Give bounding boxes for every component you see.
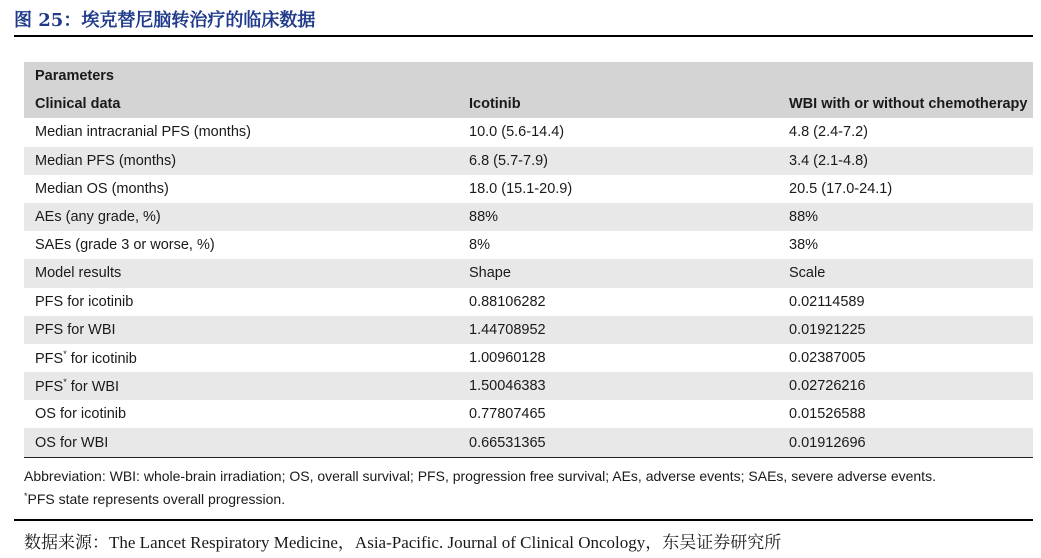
table-header-row-parameters	[24, 62, 1033, 90]
table-row	[24, 428, 1033, 456]
header-icotinib: Icotinib	[458, 90, 778, 118]
cell-icotinib: 88%	[458, 203, 778, 231]
cell-wbi: 0.02726216	[778, 372, 1033, 400]
cell-icotinib: 1.44708952	[458, 316, 778, 344]
table-row	[24, 372, 1033, 400]
row-label: Median OS (months)	[35, 180, 169, 197]
table-row	[24, 259, 1033, 287]
asterisk-mark: *	[63, 349, 67, 360]
row-label: SAEs (grade 3 or worse, %)	[35, 237, 215, 254]
cell-icotinib: 6.8 (5.7-7.9)	[458, 147, 778, 175]
table-header-row	[24, 90, 1033, 118]
row-label: OS for icotinib	[35, 406, 127, 423]
clinical-data-table	[24, 62, 1033, 458]
cell-wbi: 0.02387005	[789, 349, 866, 366]
cell-wbi: 3.4 (2.1-4.8)	[778, 147, 1033, 175]
cell-wbi: 88%	[778, 203, 1033, 231]
cell-wbi: 0.01526588	[789, 406, 866, 423]
cell-wbi: 38%	[789, 237, 819, 254]
table-row	[24, 231, 1033, 259]
cell-wbi: Scale	[778, 259, 1033, 287]
cell-icotinib: 8%	[469, 237, 490, 254]
cell-icotinib: 0.88106282	[469, 293, 546, 310]
row-label: PFS* for WBI	[24, 372, 458, 400]
cell-wbi: 20.5 (17.0-24.1)	[789, 180, 893, 197]
cell-wbi: 4.8 (2.4-7.2)	[789, 124, 868, 141]
table-row	[24, 118, 1033, 146]
cell-icotinib: 1.50046383	[458, 372, 778, 400]
row-label: AEs (any grade, %)	[24, 203, 458, 231]
row-label: Model results	[24, 259, 458, 287]
row-label: Median PFS (months)	[24, 147, 458, 175]
table-row	[24, 175, 1033, 203]
title-divider	[14, 35, 1033, 37]
table-bottom-rule	[24, 457, 1033, 458]
abbreviation-note: Abbreviation: WBI: whole-brain irradiation; OS, overall survival; PFS, progression free survival; AEs, adverse events; SAEs, severe adverse events.	[24, 468, 936, 484]
cell-wbi: 0.01912696	[778, 428, 1033, 456]
table-row	[24, 288, 1033, 316]
figure-title: 图 25：埃克替尼脑转治疗的临床数据	[14, 10, 316, 31]
row-label: PFS* for icotinib	[35, 349, 137, 367]
header-wbi: WBI with or without chemotherapy	[778, 90, 1033, 118]
cell-icotinib: 0.66531365	[458, 428, 778, 456]
header-clinical-data: Clinical data	[24, 90, 458, 118]
source-note: 数据来源：The Lancet Respiratory Medicine，Asia-Pacific. Journal of Clinical Oncology，东吴证券研究所	[24, 533, 782, 552]
source-divider	[14, 519, 1033, 521]
cell-icotinib: 1.00960128	[469, 349, 546, 366]
table-footnote	[24, 466, 936, 509]
row-label: Median intracranial PFS (months)	[35, 124, 251, 141]
header-parameters: Parameters	[24, 62, 458, 90]
pfs-star-note: *PFS state represents overall progression.	[24, 491, 286, 507]
table-row	[24, 147, 1033, 175]
row-label: OS for WBI	[24, 428, 458, 456]
asterisk-mark: *	[24, 491, 28, 501]
cell-wbi: 0.01921225	[778, 316, 1033, 344]
row-label: PFS for icotinib	[35, 293, 134, 310]
asterisk-mark: *	[63, 377, 67, 388]
table-row	[24, 400, 1033, 428]
cell-icotinib: 0.77807465	[469, 406, 546, 423]
table-row	[24, 316, 1033, 344]
table-row	[24, 344, 1033, 372]
cell-icotinib: 10.0 (5.6-14.4)	[469, 124, 565, 141]
row-label: PFS for WBI	[24, 316, 458, 344]
cell-icotinib: Shape	[458, 259, 778, 287]
cell-wbi: 0.02114589	[789, 293, 865, 310]
cell-icotinib: 18.0 (15.1-20.9)	[469, 180, 573, 197]
table-row	[24, 203, 1033, 231]
